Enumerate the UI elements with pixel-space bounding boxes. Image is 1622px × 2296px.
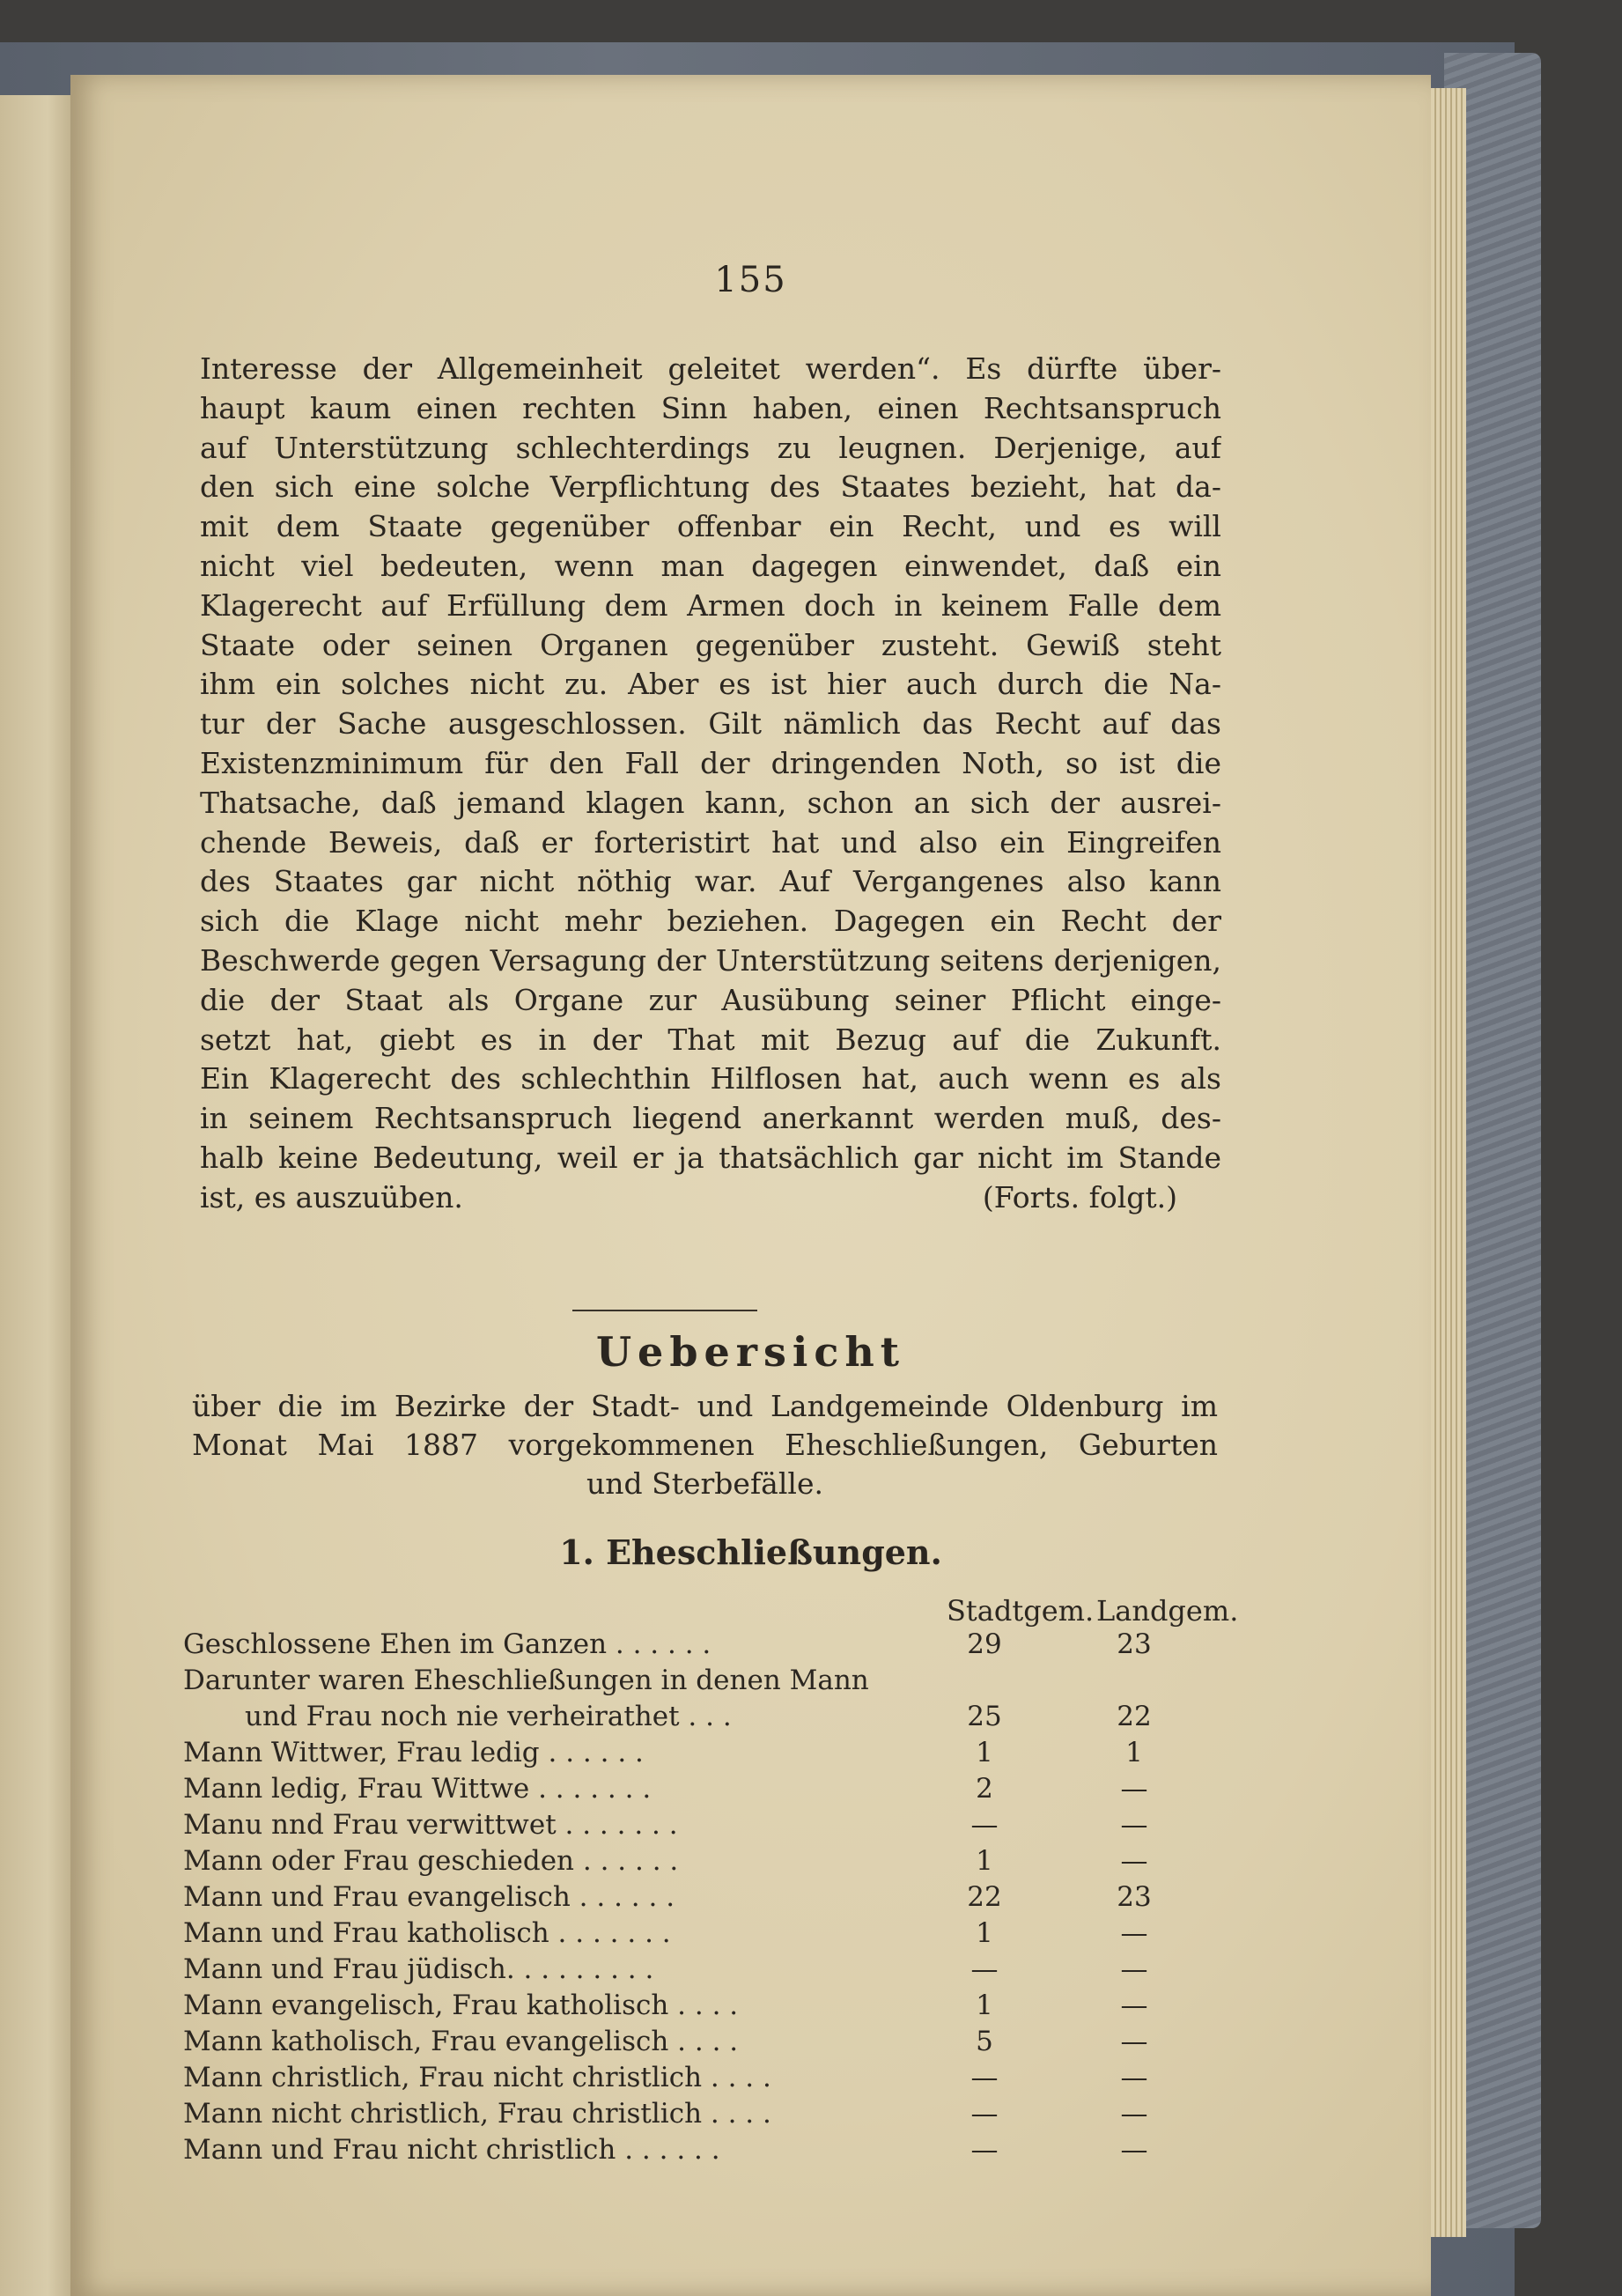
body-line: sich die Klage nicht mehr beziehen. Dagegen ein Recht der	[200, 904, 1221, 939]
body-line: tur der Sache ausgeschlossen. Gilt nämlich das Recht auf das	[200, 706, 1221, 742]
column-header-land: Landgem.	[1096, 1594, 1239, 1628]
row-value-stadt: 22	[967, 1881, 1002, 1913]
body-line-last	[200, 1178, 1221, 1218]
column-header-stadt: Stadtgem.	[947, 1594, 1095, 1628]
row-value-stadt: 1	[976, 1917, 993, 1949]
body-text	[200, 350, 1221, 1218]
body-line: ihm ein solches nicht zu. Aber es ist hier auch durch die Na-	[200, 667, 1221, 702]
table-row	[183, 1663, 1231, 1699]
body-line: auf Unterstützung schlechterdings zu leugnen. Derjenige, auf	[200, 430, 1221, 465]
body-line: Klagerecht auf Erfüllung dem Armen doch in keinem Falle dem	[200, 587, 1221, 623]
row-value-stadt: 1	[976, 1845, 993, 1877]
table-row	[183, 1627, 1231, 1663]
subheading-line: Monat Mai 1887 vorgekommenen Eheschließungen, Geburten	[192, 1428, 1218, 1462]
body-line: Ein Klagerecht des schlechthin Hilflosen hat, auch wenn es als	[200, 1061, 1221, 1096]
row-value-stadt: 2	[976, 1773, 993, 1805]
row-value-land: —	[1120, 2026, 1148, 2057]
row-value-land: —	[1120, 1809, 1148, 1841]
body-line: Staate oder seinen Organen gegenüber zusteht. Gewiß steht	[200, 627, 1221, 662]
row-label: Mann katholisch, Frau evangelisch . . . .	[183, 2026, 739, 2057]
table-row	[183, 1807, 1231, 1843]
row-value-land: —	[1120, 2134, 1148, 2166]
table-row	[183, 1952, 1231, 1988]
row-value-stadt: 5	[976, 2026, 993, 2057]
row-value-stadt: 25	[967, 1701, 1002, 1732]
row-label: Mann und Frau katholisch . . . . . . .	[183, 1917, 671, 1949]
row-label: Mann und Frau nicht christlich . . . . . .	[183, 2134, 720, 2166]
statistics-table	[183, 1627, 1231, 2168]
body-line: Thatsache, daß jemand klagen kann, schon an sich der ausrei-	[200, 785, 1221, 820]
table-subheading	[192, 1387, 1218, 1503]
row-label: Mann und Frau jüdisch. . . . . . . . .	[183, 1953, 654, 1985]
row-value-stadt: —	[970, 1953, 999, 1985]
body-line: in seinem Rechtsanspruch liegend anerkannt werden muß, des-	[200, 1101, 1221, 1136]
row-value-land: —	[1120, 1845, 1148, 1877]
body-line: Beschwerde gegen Versagung der Unterstützung seitens derjenigen,	[200, 942, 1221, 978]
row-label: Mann ledig, Frau Wittwe . . . . . . .	[183, 1773, 652, 1805]
table-row	[183, 1916, 1231, 1952]
row-label: Mann Wittwer, Frau ledig . . . . . .	[183, 1737, 644, 1768]
body-line: mit dem Staate gegenüber offenbar ein Recht, und es will	[200, 509, 1221, 544]
body-line: halb keine Bedeutung, weil er ja thatsächlich gar nicht im Stande	[200, 1140, 1221, 1175]
row-value-land: —	[1120, 1953, 1148, 1985]
section-divider	[572, 1310, 757, 1311]
table-row	[183, 2096, 1231, 2132]
table-row	[183, 1988, 1231, 2024]
table-row	[183, 1735, 1231, 1771]
row-label: Manu nnd Frau verwittwet . . . . . . .	[183, 1809, 678, 1841]
row-value-stadt: 1	[976, 1737, 993, 1768]
body-line-last-text: ist, es auszuüben.	[200, 1179, 463, 1214]
row-value-stadt: —	[970, 2062, 999, 2093]
row-value-land: —	[1120, 1917, 1148, 1949]
table-row	[183, 2060, 1231, 2096]
row-value-land: —	[1120, 1773, 1148, 1805]
row-label: Geschlossene Ehen im Ganzen . . . . . .	[183, 1628, 711, 1660]
book-page	[70, 75, 1431, 2296]
body-line: den sich eine solche Verpflichtung des Staates bezieht, hat da-	[200, 469, 1221, 505]
body-line: setzt hat, giebt es in der That mit Bezug auf die Zukunft.	[200, 1022, 1221, 1057]
body-line: des Staates gar nicht nöthig war. Auf Vergangenes also kann	[200, 864, 1221, 899]
row-value-stadt: —	[970, 1809, 999, 1841]
body-line: haupt kaum einen rechten Sinn haben, einen Rechtsanspruch	[200, 390, 1221, 425]
row-value-land: 23	[1117, 1881, 1152, 1913]
row-value-land: —	[1120, 1990, 1148, 2021]
row-value-land: 1	[1125, 1737, 1143, 1768]
page-number: 155	[714, 260, 787, 300]
row-label: Mann nicht christlich, Frau christlich . . . .	[183, 2098, 771, 2130]
table-row	[183, 1879, 1231, 1916]
table-row	[183, 1699, 1231, 1735]
table-row	[183, 1843, 1231, 1879]
row-value-land: 23	[1117, 1628, 1152, 1660]
row-value-stadt: 29	[967, 1628, 1002, 1660]
row-value-stadt: 1	[976, 1990, 993, 2021]
table-row	[183, 1771, 1231, 1807]
row-label: und Frau noch nie verheirathet . . .	[245, 1701, 732, 1732]
row-value-land: —	[1120, 2062, 1148, 2093]
table-row	[183, 2132, 1231, 2168]
body-line: chende Beweis, daß er forteristirt hat und also ein Eingreifen	[200, 824, 1221, 860]
row-label: Mann christlich, Frau nicht christlich . . . .	[183, 2062, 771, 2093]
table-heading: Uebersicht	[595, 1328, 906, 1376]
row-value-stadt: —	[970, 2134, 999, 2166]
row-label: Mann oder Frau geschieden . . . . . .	[183, 1845, 679, 1877]
row-value-land: 22	[1117, 1701, 1152, 1732]
subheading-line: und Sterbefälle.	[586, 1466, 823, 1501]
row-value-land: —	[1120, 2098, 1148, 2130]
section-title: 1. Eheschließungen.	[559, 1532, 942, 1572]
row-value-stadt: —	[970, 2098, 999, 2130]
row-label: Mann und Frau evangelisch . . . . . .	[183, 1881, 675, 1913]
previous-page-edge	[0, 95, 79, 2296]
body-line: Existenzminimum für den Fall der dringenden Noth, so ist die	[200, 745, 1221, 780]
body-line: Interesse der Allgemeinheit geleitet werden“. Es dürfte über-	[200, 351, 1221, 386]
table-row	[183, 2024, 1231, 2060]
row-label: Darunter waren Eheschließungen in denen Mann	[183, 1665, 869, 1696]
subheading-line: über die im Bezirke der Stadt- und Landgemeinde Oldenburg im	[192, 1389, 1218, 1423]
body-line: nicht viel bedeuten, wenn man dagegen einwendet, daß ein	[200, 548, 1221, 583]
row-label: Mann evangelisch, Frau katholisch . . . .	[183, 1990, 739, 2021]
continuation-note: (Forts. folgt.)	[982, 1179, 1177, 1214]
body-line: die der Staat als Organe zur Ausübung seiner Pflicht einge-	[200, 982, 1221, 1017]
